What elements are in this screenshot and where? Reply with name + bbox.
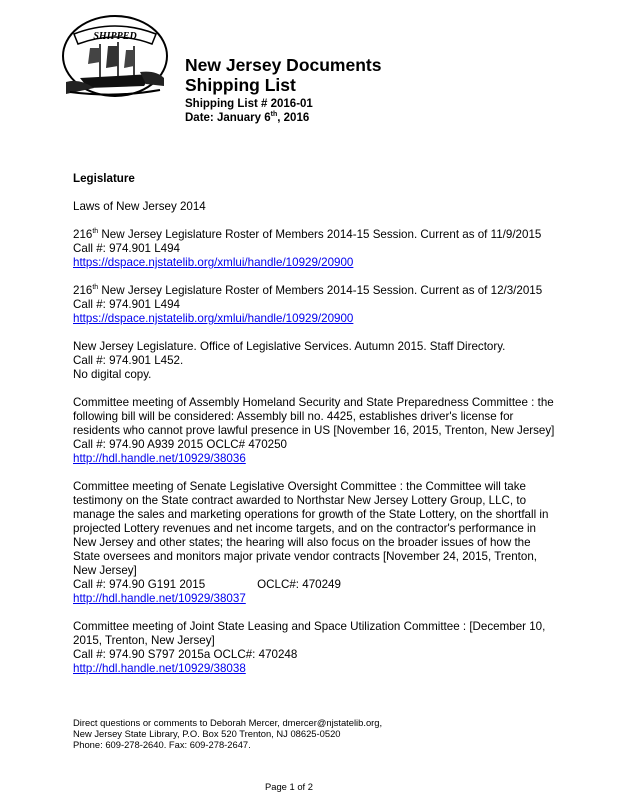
- shipping-list-number: Shipping List # 2016-01: [185, 98, 313, 110]
- digital-note: No digital copy.: [73, 368, 152, 381]
- entry-line: residents who cannot prove lawful presence in US [November 16, 2015, Trenton, New Jersey]: [73, 424, 555, 437]
- entry-title-part: 216: [73, 284, 93, 297]
- document-title: [185, 55, 381, 95]
- entry-title-part: New Jersey Legislature Roster of Members 2014-15 Session. Current as of 11/9/2015: [98, 228, 542, 241]
- ship-icon: [60, 12, 170, 100]
- dspace-link[interactable]: https://dspace.njstatelib.org/xmlui/handle/10929/20900: [73, 312, 354, 325]
- entry-line: Committee meeting of Joint State Leasing and Space Utilization Committee : [December 10,: [73, 620, 546, 633]
- call-number: Call #: 974.901 L452.: [73, 354, 184, 367]
- entry-line: following bill will be considered: Assembly bill no. 4425, establishes driver's license for: [73, 410, 514, 423]
- shipping-meta: [185, 97, 313, 125]
- date-suffix: , 2016: [277, 112, 310, 124]
- section-heading: Legislature: [73, 172, 135, 185]
- entry-roster-nov: [73, 228, 593, 270]
- date-prefix: Date: January 6: [185, 112, 271, 124]
- title-line-2: Shipping List: [185, 75, 296, 95]
- call-number: Call #: 974.90 G191 2015: [73, 578, 206, 591]
- entry-title: New Jersey Legislature. Office of Legislative Services. Autumn 2015. Staff Directory.: [73, 340, 506, 353]
- entry-title-part: New Jersey Legislature Roster of Members 2014-15 Session. Current as of 12/3/2015: [98, 284, 543, 297]
- shipping-date: [185, 111, 313, 125]
- call-number: Call #: 974.901 L494: [73, 242, 181, 255]
- handle-link[interactable]: http://hdl.handle.net/10929/38038: [73, 662, 246, 675]
- entry-laws-2014: [73, 200, 593, 214]
- entry-line: Committee meeting of Assembly Homeland Security and State Preparedness Committee : the: [73, 396, 554, 409]
- dspace-link[interactable]: https://dspace.njstatelib.org/xmlui/handle/10929/20900: [73, 256, 354, 269]
- shipped-ship-logo: [60, 12, 170, 100]
- entry-line: projected Lottery revenues and net income targets, and on the contractor's performance in: [73, 522, 537, 535]
- entry-joint-leasing: [73, 620, 593, 676]
- entry-title: Laws of New Jersey 2014: [73, 200, 206, 213]
- entry-title-part: 216: [73, 228, 93, 241]
- entry-roster-dec: [73, 284, 593, 326]
- entry-line: manage the sales and marketing operations for growth of the State Lottery, on the shortfall in: [73, 508, 549, 521]
- logo-banner-text: SHIPPED: [93, 31, 137, 42]
- entry-line: New Jersey and other states; the hearing will also focus on the broader issues of how the: [73, 536, 531, 549]
- entry-line: testimony on the State contract awarded to Northstar New Jersey Lottery Group, LLC, to: [73, 494, 527, 507]
- page-number: Page 1 of 2: [265, 781, 313, 792]
- document-body: [73, 172, 593, 690]
- call-number: Call #: 974.901 L494: [73, 298, 181, 311]
- entry-title-sup: th: [92, 228, 99, 236]
- footer-line-contact: Direct questions or comments to Deborah Mercer, dmercer@njstatelib.org,: [73, 717, 383, 728]
- entry-line: Committee meeting of Senate Legislative Oversight Committee : the Committee will take: [73, 480, 526, 493]
- handle-link[interactable]: http://hdl.handle.net/10929/38036: [73, 452, 246, 465]
- call-number: Call #: 974.90 S797 2015a OCLC#: 470248: [73, 648, 298, 661]
- entry-line: State oversees and monitors major private vendor contracts [November 24, 2015, Trenton,: [73, 550, 537, 563]
- entry-assembly-homeland: [73, 396, 593, 466]
- oclc-number: OCLC#: 470249: [257, 578, 341, 591]
- entry-title-sup: th: [92, 284, 99, 292]
- date-sup: th: [270, 111, 278, 119]
- call-number: Call #: 974.90 A939 2015 OCLC# 470250: [73, 438, 288, 451]
- contact-footer: [73, 717, 382, 750]
- entry-staff-directory: [73, 340, 593, 382]
- footer-line-phone: Phone: 609-278-2640. Fax: 609-278-2647.: [73, 739, 251, 750]
- title-line-1: New Jersey Documents: [185, 55, 382, 75]
- entry-line: New Jersey]: [73, 564, 137, 577]
- entry-senate-oversight: [73, 480, 593, 606]
- handle-link[interactable]: http://hdl.handle.net/10929/38037: [73, 592, 246, 605]
- entry-line: 2015, Trenton, New Jersey]: [73, 634, 215, 647]
- footer-line-address: New Jersey State Library, P.O. Box 520 Trenton, NJ 08625-0520: [73, 728, 341, 739]
